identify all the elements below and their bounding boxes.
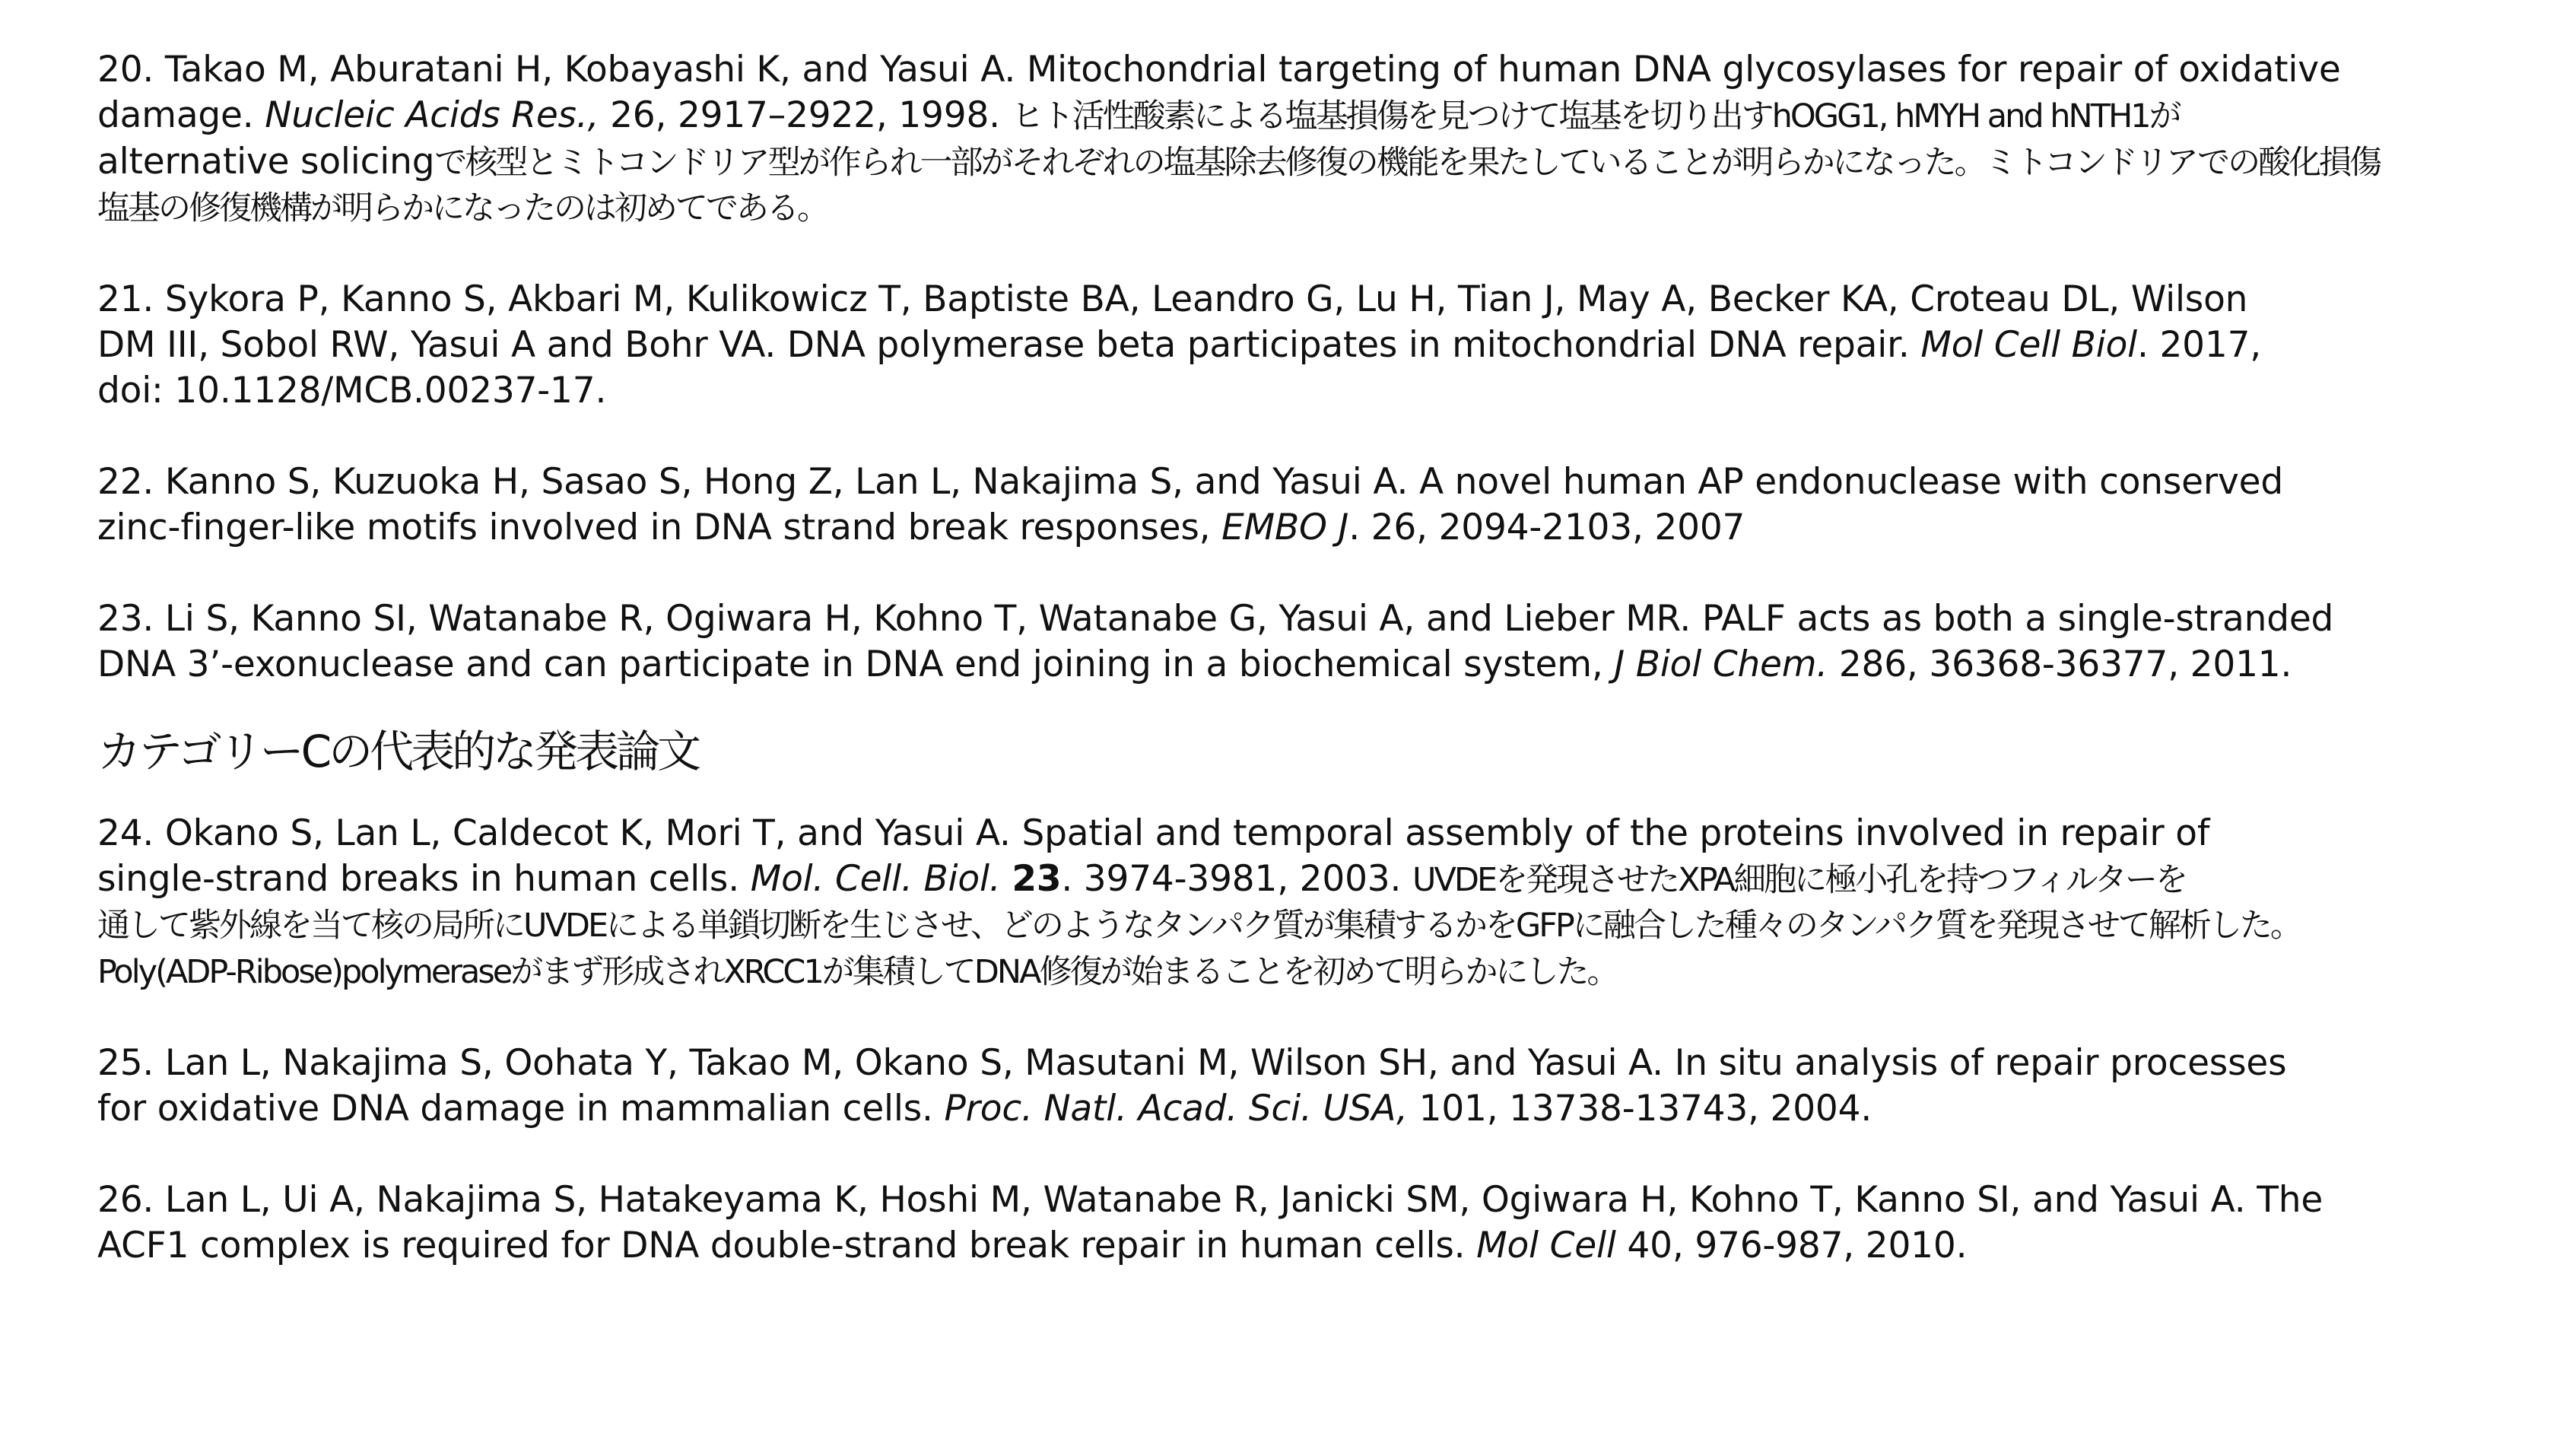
reference-line <box>97 93 2501 139</box>
reference-20 <box>97 47 2501 231</box>
reference-line <box>97 949 2501 995</box>
reference-text: single-strand breaks in human cells. <box>97 858 751 900</box>
journal-name: Proc. Natl. Acad. Sci. USA, <box>944 1088 1408 1130</box>
reference-line <box>97 1223 2501 1269</box>
reference-line: 23. Li S, Kanno SI, Watanabe R, Ogiwara H, Kohno T, Watanabe G, Yasui A, and Lieber MR. PALF acts as both a single-stranded <box>97 598 2334 640</box>
reference-line <box>97 505 2501 551</box>
reference-line: 24. Okano S, Lan L, Caldecot K, Mori T, and Yasui A. Spatial and temporal assembly of the proteins involved in repair of <box>97 812 2210 854</box>
reference-line <box>97 1086 2501 1132</box>
reference-text: DM III, Sobol RW, Yasui A and Bohr VA. DNA polymerase beta participates in mitochondrial DNA repair. <box>97 324 1921 366</box>
reference-21 <box>97 277 2501 414</box>
section-heading: カテゴリーCの代表的な発表論文 <box>97 726 699 777</box>
reference-line: doi: 10.1128/MCB.00237-17. <box>97 370 607 412</box>
reference-text: for oxidative DNA damage in mammalian cells. <box>97 1088 945 1130</box>
reference-26 <box>97 1177 2501 1269</box>
journal-name: Nucleic Acids Res., <box>265 94 599 136</box>
reference-line: 20. Takao M, Aburatani H, Kobayashi K, and Yasui A. Mitochondrial targeting of human DNA glycosylases for repair of oxidative <box>97 49 2341 91</box>
reference-note: 塩基の修復機構が明らかになったのは初めてである。 <box>97 189 827 227</box>
reference-note: 通して紫外線を当て核の局所にUVDEによる単鎖切断を生じさせ、どのようなタンパク質が集積するかをGFPに融合した種々のタンパク質を発現させて解析した。 <box>97 907 2301 945</box>
journal-name: Mol. Cell. Biol. <box>750 858 1001 900</box>
reference-23 <box>97 596 2501 688</box>
reference-24 <box>97 811 2501 995</box>
reference-line: 26. Lan L, Ui A, Nakajima S, Hatakeyama K, Hoshi M, Watanabe R, Janicki SM, Ogiwara H, Kohno T, Kanno SI, and Yasui A. The <box>97 1179 2323 1221</box>
reference-line <box>97 323 2501 368</box>
journal-name: Mol Cell Biol <box>1920 324 2137 366</box>
reference-text: 40, 976-987, 2010. <box>1615 1225 1968 1266</box>
reference-text: alternative solicing <box>97 141 435 183</box>
reference-note: で核型とミトコンドリア型が作られ一部がそれぞれの塩基除去修復の機能を果たしていることが明らかになった。ミトコンドリアでの酸化損傷 <box>434 144 2381 182</box>
reference-note: がまず形成されXRCC1が集積してDNA修復が始まることを初めて明らかにした。 <box>510 953 1618 991</box>
reference-line <box>97 856 2501 903</box>
reference-line <box>97 139 2501 186</box>
reference-line: 22. Kanno S, Kuzuoka H, Sasao S, Hong Z, Lan L, Nakajima S, and Yasui A. A novel human AP endonuclease with conserved <box>97 461 2283 503</box>
reference-note: UVDEを発現させたXPA細胞に極小孔を持つフィルターを <box>1412 861 2187 899</box>
reference-text: DNA 3’-exonuclease and can participate in DNA end joining in a biochemical system, <box>97 643 1615 685</box>
journal-name: J Biol Chem. <box>1614 643 1828 685</box>
journal-name: EMBO J <box>1221 507 1349 548</box>
reference-text <box>1001 858 1012 900</box>
reference-text: ACF1 complex is required for DNA double-strand break repair in human cells. <box>97 1225 1477 1266</box>
reference-text: 286, 36368-36377, 2011. <box>1828 643 2292 685</box>
reference-text: 26, 2917–2922, 1998. <box>599 94 1012 136</box>
reference-text: . 2017, <box>2137 324 2262 366</box>
reference-line: 25. Lan L, Nakajima S, Oohata Y, Takao M, Okano S, Masutani M, Wilson SH, and Yasui A. In situ analysis of repair processes <box>97 1042 2287 1084</box>
reference-line: 21. Sykora P, Kanno S, Akbari M, Kulikowicz T, Baptiste BA, Leandro G, Lu H, Tian J, May A, Becker KA, Croteau DL, Wilson <box>97 278 2248 320</box>
reference-text: damage. <box>97 94 265 136</box>
reference-text: Poly(ADP-Ribose)polymerase <box>97 953 511 991</box>
volume-number: 23 <box>1012 858 1062 900</box>
reference-note: ヒト活性酸素による塩基損傷を見つけて塩基を切り出すhOGG1, hMYH and hNTH1が <box>1011 97 2180 135</box>
reference-list <box>97 47 2501 1314</box>
reference-line <box>97 642 2501 688</box>
reference-22 <box>97 459 2501 551</box>
reference-text: 101, 13738-13743, 2004. <box>1407 1088 1872 1130</box>
journal-name: Mol Cell <box>1476 1225 1616 1266</box>
reference-text: . 26, 2094-2103, 2007 <box>1348 507 1745 548</box>
reference-25 <box>97 1041 2501 1132</box>
reference-text: zinc-finger-like motifs involved in DNA strand break responses, <box>97 507 1222 548</box>
reference-text: . 3974-3981, 2003. <box>1061 858 1412 900</box>
